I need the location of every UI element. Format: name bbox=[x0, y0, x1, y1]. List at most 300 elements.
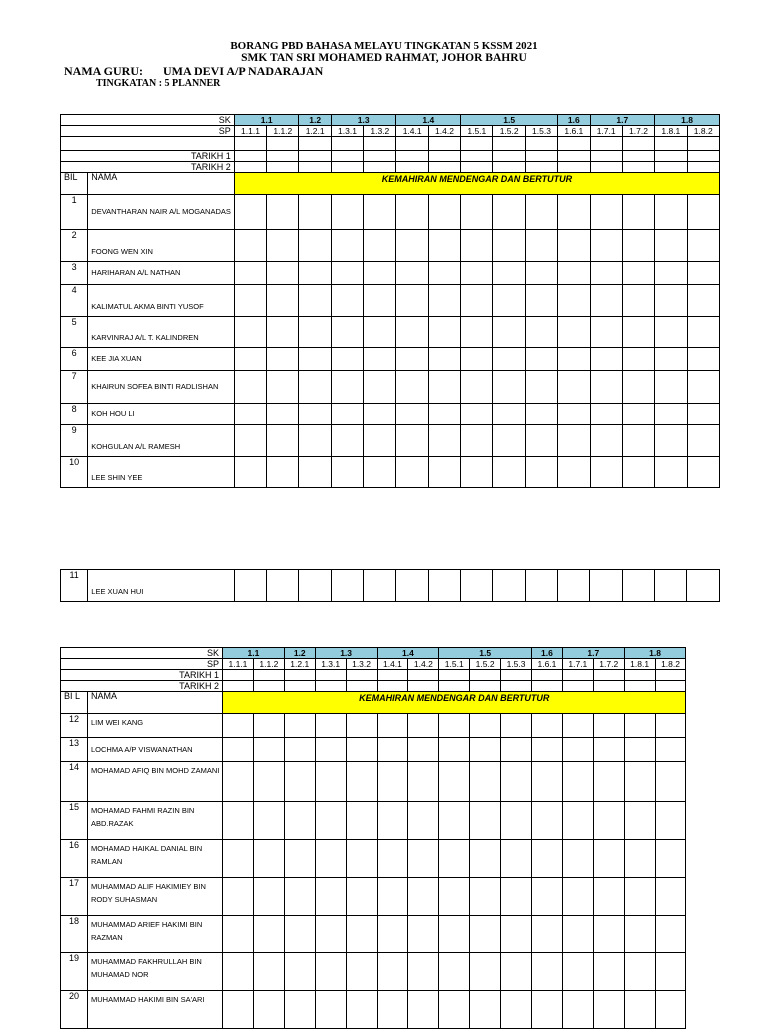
score-cell[interactable] bbox=[284, 916, 315, 953]
score-cell[interactable] bbox=[377, 670, 408, 681]
score-cell[interactable] bbox=[532, 916, 563, 953]
score-cell[interactable] bbox=[331, 570, 363, 602]
score-cell[interactable] bbox=[396, 162, 428, 173]
score-cell[interactable] bbox=[562, 953, 593, 991]
score-cell[interactable] bbox=[408, 953, 439, 991]
score-cell[interactable] bbox=[590, 151, 622, 162]
score-cell[interactable] bbox=[223, 878, 254, 916]
score-cell[interactable] bbox=[525, 151, 557, 162]
score-cell[interactable] bbox=[377, 802, 408, 840]
score-cell[interactable] bbox=[331, 262, 363, 285]
score-cell[interactable] bbox=[655, 230, 687, 262]
score-cell[interactable] bbox=[655, 425, 687, 457]
score-cell[interactable] bbox=[525, 371, 557, 404]
score-cell[interactable] bbox=[267, 230, 299, 262]
score-cell[interactable] bbox=[501, 681, 532, 692]
score-cell[interactable] bbox=[501, 878, 532, 916]
score-cell[interactable] bbox=[558, 404, 590, 425]
score-cell[interactable] bbox=[562, 670, 593, 681]
score-cell[interactable] bbox=[315, 916, 346, 953]
score-cell[interactable] bbox=[331, 151, 363, 162]
score-cell[interactable] bbox=[655, 348, 687, 371]
score-cell[interactable] bbox=[284, 991, 315, 1029]
score-cell[interactable] bbox=[299, 137, 331, 151]
score-cell[interactable] bbox=[655, 371, 687, 404]
score-cell[interactable] bbox=[532, 953, 563, 991]
score-cell[interactable] bbox=[364, 570, 396, 602]
score-cell[interactable] bbox=[558, 371, 590, 404]
score-cell[interactable] bbox=[622, 317, 654, 348]
score-cell[interactable] bbox=[299, 162, 331, 173]
score-cell[interactable] bbox=[331, 371, 363, 404]
score-cell[interactable] bbox=[590, 230, 622, 262]
score-cell[interactable] bbox=[590, 425, 622, 457]
score-cell[interactable] bbox=[593, 802, 624, 840]
score-cell[interactable] bbox=[234, 348, 266, 371]
score-cell[interactable] bbox=[470, 953, 501, 991]
score-cell[interactable] bbox=[687, 137, 720, 151]
score-cell[interactable] bbox=[655, 162, 687, 173]
score-cell[interactable] bbox=[461, 404, 493, 425]
score-cell[interactable] bbox=[223, 681, 254, 692]
score-cell[interactable] bbox=[299, 570, 331, 602]
score-cell[interactable] bbox=[532, 714, 563, 738]
score-cell[interactable] bbox=[558, 137, 590, 151]
score-cell[interactable] bbox=[253, 916, 284, 953]
score-cell[interactable] bbox=[470, 802, 501, 840]
score-cell[interactable] bbox=[590, 371, 622, 404]
score-cell[interactable] bbox=[687, 195, 720, 230]
score-cell[interactable] bbox=[470, 840, 501, 878]
score-cell[interactable] bbox=[655, 802, 686, 840]
score-cell[interactable] bbox=[501, 738, 532, 762]
score-cell[interactable] bbox=[223, 738, 254, 762]
score-cell[interactable] bbox=[655, 953, 686, 991]
score-cell[interactable] bbox=[331, 348, 363, 371]
score-cell[interactable] bbox=[439, 840, 470, 878]
score-cell[interactable] bbox=[299, 457, 331, 488]
score-cell[interactable] bbox=[624, 681, 655, 692]
score-cell[interactable] bbox=[377, 878, 408, 916]
score-cell[interactable] bbox=[364, 137, 396, 151]
score-cell[interactable] bbox=[493, 151, 525, 162]
score-cell[interactable] bbox=[284, 670, 315, 681]
score-cell[interactable] bbox=[461, 195, 493, 230]
score-cell[interactable] bbox=[364, 262, 396, 285]
score-cell[interactable] bbox=[470, 714, 501, 738]
score-cell[interactable] bbox=[408, 802, 439, 840]
score-cell[interactable] bbox=[253, 738, 284, 762]
score-cell[interactable] bbox=[622, 230, 654, 262]
score-cell[interactable] bbox=[428, 151, 460, 162]
score-cell[interactable] bbox=[267, 137, 299, 151]
score-cell[interactable] bbox=[461, 285, 493, 317]
score-cell[interactable] bbox=[346, 878, 377, 916]
score-cell[interactable] bbox=[558, 262, 590, 285]
score-cell[interactable] bbox=[315, 991, 346, 1029]
score-cell[interactable] bbox=[525, 262, 557, 285]
score-cell[interactable] bbox=[525, 425, 557, 457]
score-cell[interactable] bbox=[461, 230, 493, 262]
score-cell[interactable] bbox=[590, 570, 622, 602]
score-cell[interactable] bbox=[234, 404, 266, 425]
score-cell[interactable] bbox=[532, 991, 563, 1029]
score-cell[interactable] bbox=[470, 670, 501, 681]
score-cell[interactable] bbox=[346, 916, 377, 953]
score-cell[interactable] bbox=[461, 317, 493, 348]
score-cell[interactable] bbox=[267, 457, 299, 488]
score-cell[interactable] bbox=[624, 953, 655, 991]
score-cell[interactable] bbox=[532, 738, 563, 762]
score-cell[interactable] bbox=[223, 991, 254, 1029]
score-cell[interactable] bbox=[346, 762, 377, 802]
score-cell[interactable] bbox=[396, 195, 428, 230]
score-cell[interactable] bbox=[223, 840, 254, 878]
score-cell[interactable] bbox=[562, 681, 593, 692]
score-cell[interactable] bbox=[525, 348, 557, 371]
score-cell[interactable] bbox=[655, 840, 686, 878]
score-cell[interactable] bbox=[331, 285, 363, 317]
score-cell[interactable] bbox=[428, 285, 460, 317]
score-cell[interactable] bbox=[532, 762, 563, 802]
score-cell[interactable] bbox=[284, 802, 315, 840]
score-cell[interactable] bbox=[299, 262, 331, 285]
score-cell[interactable] bbox=[299, 425, 331, 457]
score-cell[interactable] bbox=[396, 371, 428, 404]
score-cell[interactable] bbox=[315, 762, 346, 802]
score-cell[interactable] bbox=[590, 162, 622, 173]
score-cell[interactable] bbox=[267, 371, 299, 404]
score-cell[interactable] bbox=[622, 195, 654, 230]
score-cell[interactable] bbox=[593, 670, 624, 681]
score-cell[interactable] bbox=[655, 670, 686, 681]
score-cell[interactable] bbox=[624, 802, 655, 840]
score-cell[interactable] bbox=[377, 681, 408, 692]
score-cell[interactable] bbox=[655, 195, 687, 230]
score-cell[interactable] bbox=[687, 348, 720, 371]
score-cell[interactable] bbox=[525, 317, 557, 348]
score-cell[interactable] bbox=[331, 425, 363, 457]
score-cell[interactable] bbox=[267, 348, 299, 371]
score-cell[interactable] bbox=[284, 681, 315, 692]
score-cell[interactable] bbox=[439, 681, 470, 692]
score-cell[interactable] bbox=[299, 404, 331, 425]
score-cell[interactable] bbox=[593, 714, 624, 738]
score-cell[interactable] bbox=[562, 916, 593, 953]
score-cell[interactable] bbox=[590, 404, 622, 425]
score-cell[interactable] bbox=[234, 317, 266, 348]
score-cell[interactable] bbox=[331, 404, 363, 425]
score-cell[interactable] bbox=[267, 285, 299, 317]
score-cell[interactable] bbox=[439, 738, 470, 762]
score-cell[interactable] bbox=[493, 285, 525, 317]
score-cell[interactable] bbox=[284, 762, 315, 802]
score-cell[interactable] bbox=[299, 371, 331, 404]
score-cell[interactable] bbox=[501, 991, 532, 1029]
score-cell[interactable] bbox=[439, 762, 470, 802]
score-cell[interactable] bbox=[267, 317, 299, 348]
score-cell[interactable] bbox=[439, 878, 470, 916]
score-cell[interactable] bbox=[593, 916, 624, 953]
score-cell[interactable] bbox=[590, 457, 622, 488]
score-cell[interactable] bbox=[428, 348, 460, 371]
score-cell[interactable] bbox=[396, 317, 428, 348]
score-cell[interactable] bbox=[624, 738, 655, 762]
score-cell[interactable] bbox=[461, 151, 493, 162]
score-cell[interactable] bbox=[622, 262, 654, 285]
score-cell[interactable] bbox=[315, 681, 346, 692]
score-cell[interactable] bbox=[396, 230, 428, 262]
score-cell[interactable] bbox=[461, 371, 493, 404]
score-cell[interactable] bbox=[253, 670, 284, 681]
score-cell[interactable] bbox=[593, 840, 624, 878]
score-cell[interactable] bbox=[299, 285, 331, 317]
score-cell[interactable] bbox=[428, 162, 460, 173]
score-cell[interactable] bbox=[622, 371, 654, 404]
score-cell[interactable] bbox=[253, 802, 284, 840]
score-cell[interactable] bbox=[532, 802, 563, 840]
score-cell[interactable] bbox=[439, 953, 470, 991]
score-cell[interactable] bbox=[331, 195, 363, 230]
score-cell[interactable] bbox=[428, 425, 460, 457]
score-cell[interactable] bbox=[377, 762, 408, 802]
score-cell[interactable] bbox=[439, 916, 470, 953]
score-cell[interactable] bbox=[558, 425, 590, 457]
score-cell[interactable] bbox=[284, 953, 315, 991]
score-cell[interactable] bbox=[562, 762, 593, 802]
score-cell[interactable] bbox=[331, 457, 363, 488]
score-cell[interactable] bbox=[377, 953, 408, 991]
score-cell[interactable] bbox=[493, 570, 525, 602]
score-cell[interactable] bbox=[428, 262, 460, 285]
score-cell[interactable] bbox=[593, 953, 624, 991]
score-cell[interactable] bbox=[590, 317, 622, 348]
score-cell[interactable] bbox=[470, 681, 501, 692]
score-cell[interactable] bbox=[687, 457, 720, 488]
score-cell[interactable] bbox=[655, 317, 687, 348]
score-cell[interactable] bbox=[267, 151, 299, 162]
score-cell[interactable] bbox=[562, 714, 593, 738]
score-cell[interactable] bbox=[470, 991, 501, 1029]
score-cell[interactable] bbox=[493, 457, 525, 488]
score-cell[interactable] bbox=[562, 738, 593, 762]
score-cell[interactable] bbox=[493, 162, 525, 173]
score-cell[interactable] bbox=[532, 840, 563, 878]
score-cell[interactable] bbox=[501, 953, 532, 991]
score-cell[interactable] bbox=[624, 762, 655, 802]
score-cell[interactable] bbox=[461, 262, 493, 285]
score-cell[interactable] bbox=[284, 714, 315, 738]
score-cell[interactable] bbox=[396, 457, 428, 488]
score-cell[interactable] bbox=[593, 738, 624, 762]
score-cell[interactable] bbox=[364, 317, 396, 348]
score-cell[interactable] bbox=[622, 425, 654, 457]
score-cell[interactable] bbox=[470, 878, 501, 916]
score-cell[interactable] bbox=[525, 285, 557, 317]
score-cell[interactable] bbox=[655, 916, 686, 953]
score-cell[interactable] bbox=[493, 425, 525, 457]
score-cell[interactable] bbox=[364, 404, 396, 425]
score-cell[interactable] bbox=[234, 371, 266, 404]
score-cell[interactable] bbox=[655, 762, 686, 802]
score-cell[interactable] bbox=[501, 802, 532, 840]
score-cell[interactable] bbox=[346, 840, 377, 878]
score-cell[interactable] bbox=[532, 681, 563, 692]
score-cell[interactable] bbox=[493, 230, 525, 262]
score-cell[interactable] bbox=[655, 991, 686, 1029]
score-cell[interactable] bbox=[364, 457, 396, 488]
score-cell[interactable] bbox=[364, 195, 396, 230]
score-cell[interactable] bbox=[396, 348, 428, 371]
score-cell[interactable] bbox=[346, 802, 377, 840]
score-cell[interactable] bbox=[428, 317, 460, 348]
score-cell[interactable] bbox=[364, 162, 396, 173]
score-cell[interactable] bbox=[346, 953, 377, 991]
score-cell[interactable] bbox=[624, 991, 655, 1029]
score-cell[interactable] bbox=[315, 714, 346, 738]
score-cell[interactable] bbox=[655, 262, 687, 285]
score-cell[interactable] bbox=[687, 285, 720, 317]
score-cell[interactable] bbox=[493, 317, 525, 348]
score-cell[interactable] bbox=[562, 840, 593, 878]
score-cell[interactable] bbox=[428, 195, 460, 230]
score-cell[interactable] bbox=[622, 162, 654, 173]
score-cell[interactable] bbox=[408, 670, 439, 681]
score-cell[interactable] bbox=[501, 916, 532, 953]
score-cell[interactable] bbox=[234, 195, 266, 230]
score-cell[interactable] bbox=[501, 840, 532, 878]
score-cell[interactable] bbox=[525, 230, 557, 262]
score-cell[interactable] bbox=[493, 404, 525, 425]
score-cell[interactable] bbox=[461, 348, 493, 371]
score-cell[interactable] bbox=[428, 137, 460, 151]
score-cell[interactable] bbox=[396, 151, 428, 162]
score-cell[interactable] bbox=[593, 991, 624, 1029]
score-cell[interactable] bbox=[396, 262, 428, 285]
score-cell[interactable] bbox=[461, 570, 493, 602]
score-cell[interactable] bbox=[428, 570, 460, 602]
score-cell[interactable] bbox=[408, 840, 439, 878]
score-cell[interactable] bbox=[493, 195, 525, 230]
score-cell[interactable] bbox=[315, 878, 346, 916]
score-cell[interactable] bbox=[655, 878, 686, 916]
score-cell[interactable] bbox=[590, 348, 622, 371]
score-cell[interactable] bbox=[562, 991, 593, 1029]
score-cell[interactable] bbox=[470, 916, 501, 953]
score-cell[interactable] bbox=[593, 878, 624, 916]
score-cell[interactable] bbox=[234, 162, 266, 173]
score-cell[interactable] bbox=[532, 670, 563, 681]
score-cell[interactable] bbox=[377, 738, 408, 762]
score-cell[interactable] bbox=[687, 425, 720, 457]
score-cell[interactable] bbox=[558, 162, 590, 173]
score-cell[interactable] bbox=[622, 348, 654, 371]
score-cell[interactable] bbox=[622, 570, 654, 602]
score-cell[interactable] bbox=[223, 714, 254, 738]
score-cell[interactable] bbox=[439, 991, 470, 1029]
score-cell[interactable] bbox=[223, 802, 254, 840]
score-cell[interactable] bbox=[655, 714, 686, 738]
score-cell[interactable] bbox=[493, 262, 525, 285]
score-cell[interactable] bbox=[253, 840, 284, 878]
score-cell[interactable] bbox=[396, 285, 428, 317]
score-cell[interactable] bbox=[377, 916, 408, 953]
score-cell[interactable] bbox=[253, 953, 284, 991]
score-cell[interactable] bbox=[346, 738, 377, 762]
score-cell[interactable] bbox=[364, 425, 396, 457]
score-cell[interactable] bbox=[525, 162, 557, 173]
score-cell[interactable] bbox=[253, 762, 284, 802]
score-cell[interactable] bbox=[687, 317, 720, 348]
score-cell[interactable] bbox=[428, 404, 460, 425]
score-cell[interactable] bbox=[396, 425, 428, 457]
score-cell[interactable] bbox=[267, 195, 299, 230]
score-cell[interactable] bbox=[439, 670, 470, 681]
score-cell[interactable] bbox=[253, 681, 284, 692]
score-cell[interactable] bbox=[558, 230, 590, 262]
score-cell[interactable] bbox=[525, 404, 557, 425]
score-cell[interactable] bbox=[590, 137, 622, 151]
score-cell[interactable] bbox=[315, 738, 346, 762]
score-cell[interactable] bbox=[501, 762, 532, 802]
score-cell[interactable] bbox=[396, 404, 428, 425]
score-cell[interactable] bbox=[315, 802, 346, 840]
score-cell[interactable] bbox=[396, 570, 428, 602]
score-cell[interactable] bbox=[396, 137, 428, 151]
score-cell[interactable] bbox=[346, 991, 377, 1029]
score-cell[interactable] bbox=[624, 714, 655, 738]
score-cell[interactable] bbox=[439, 802, 470, 840]
score-cell[interactable] bbox=[253, 714, 284, 738]
score-cell[interactable] bbox=[624, 670, 655, 681]
score-cell[interactable] bbox=[525, 195, 557, 230]
score-cell[interactable] bbox=[284, 840, 315, 878]
score-cell[interactable] bbox=[234, 137, 266, 151]
score-cell[interactable] bbox=[687, 151, 720, 162]
score-cell[interactable] bbox=[461, 162, 493, 173]
score-cell[interactable] bbox=[461, 425, 493, 457]
score-cell[interactable] bbox=[558, 348, 590, 371]
score-cell[interactable] bbox=[267, 262, 299, 285]
score-cell[interactable] bbox=[687, 570, 720, 602]
score-cell[interactable] bbox=[493, 371, 525, 404]
score-cell[interactable] bbox=[655, 151, 687, 162]
score-cell[interactable] bbox=[624, 840, 655, 878]
score-cell[interactable] bbox=[501, 714, 532, 738]
score-cell[interactable] bbox=[525, 457, 557, 488]
score-cell[interactable] bbox=[223, 953, 254, 991]
score-cell[interactable] bbox=[234, 570, 266, 602]
score-cell[interactable] bbox=[377, 991, 408, 1029]
score-cell[interactable] bbox=[558, 151, 590, 162]
score-cell[interactable] bbox=[461, 457, 493, 488]
score-cell[interactable] bbox=[687, 230, 720, 262]
score-cell[interactable] bbox=[655, 570, 687, 602]
score-cell[interactable] bbox=[234, 262, 266, 285]
score-cell[interactable] bbox=[624, 916, 655, 953]
score-cell[interactable] bbox=[377, 840, 408, 878]
score-cell[interactable] bbox=[558, 195, 590, 230]
score-cell[interactable] bbox=[315, 840, 346, 878]
score-cell[interactable] bbox=[299, 317, 331, 348]
score-cell[interactable] bbox=[590, 285, 622, 317]
score-cell[interactable] bbox=[655, 681, 686, 692]
score-cell[interactable] bbox=[590, 262, 622, 285]
score-cell[interactable] bbox=[364, 230, 396, 262]
score-cell[interactable] bbox=[267, 570, 299, 602]
score-cell[interactable] bbox=[470, 738, 501, 762]
score-cell[interactable] bbox=[622, 285, 654, 317]
